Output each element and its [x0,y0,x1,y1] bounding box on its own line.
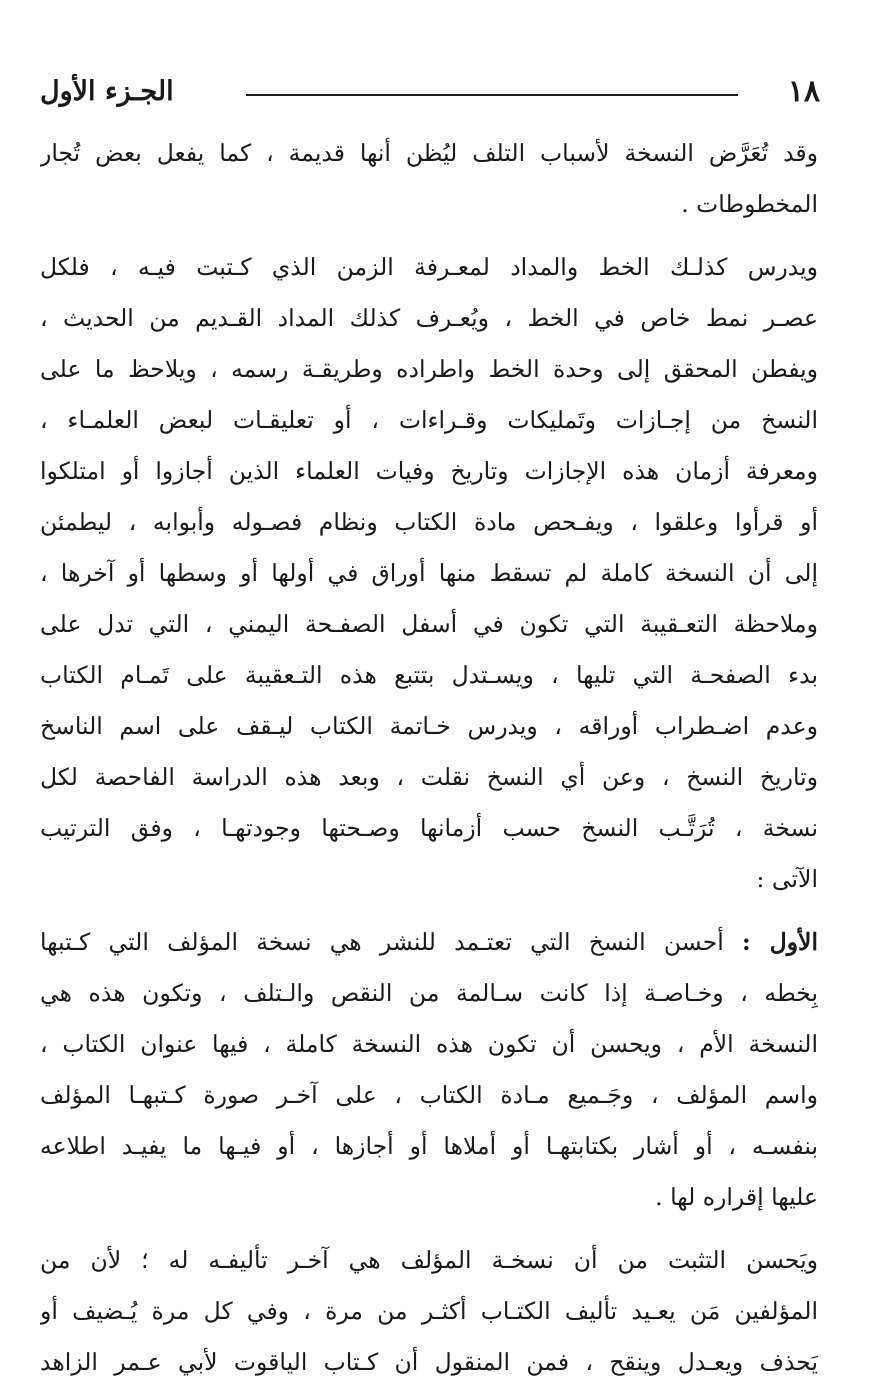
text-line: إلى أن النسخة كاملة لم تسقط منها أوراق في أولها أو وسطها أو آخرها ، [40,559,818,587]
text-line: يَحذف ويعـدل وينقح ، فمن المنقول أن كـتاب الياقوت لأبي عـمر الزاهد [40,1348,818,1376]
text-line: بِخطه ، وخـاصـة إذا كانت سـالمة من النقص والـتلف ، وتكون هذه هي [40,979,818,1007]
text-line: الآتى : [756,865,818,893]
text-line: عليها إقراره لها . [655,1183,818,1211]
text-line: ويدرس كذلـك الخط والمداد لمعـرفة الزمن الذي كـتبت فيـه ، فلكل [40,253,818,281]
text-line: وعدم اضـطراب أوراقه ، ويدرس خـاتمة الكتاب ليـقف على اسم الناسخ [40,712,818,740]
text-line: وقد تُعَرَّض النسخة لأسباب التلف ليُظن أنها قديمة ، كما يفعل بعض تُجار [40,139,818,167]
text-line: المؤلفين مَن يعـيد تأليف الكتـاب أكثـر من مرة ، وفي كل مرة يُـضيف أو [40,1297,818,1325]
text-line: بدء الصفحـة التي تليها ، ويسـتدل بتتبع هذه التـعقيبة على تَمـام الكتاب [40,661,818,689]
text-line: أو قرأوا وعلقوا ، ويفـحص مادة الكتاب ونظام فصـوله وأبوابه ، ليطمئن [40,508,818,536]
text-line: واسم المؤلف ، وجَـميع مـادة الكتاب ، على آخـر صورة كـتبهـا المؤلف [40,1081,818,1109]
running-title: الجـزء الأول [40,76,174,107]
text-line: بنفسـه ، أو أشار بكتابتهـا أو أملاها أو أجازها ، أو فيـها ما يفيـد اطلاعه [40,1132,818,1160]
text-line: النسخة الأم ، ويحسن أن تكون هذه النسخة كاملة ، فيها عنوان الكتاب ، [40,1030,818,1058]
text-line: نسخة ، تُرَتَّـب النسخ حسب أزمانها وصـحتها وجودتهـا ، وفق الترتيب [40,814,818,842]
paragraph-gap [40,1223,818,1235]
text-line-body: أحسن النسخ التي تعتـمد للنشر هي نسخة المؤلف التي كـتبها [40,928,724,956]
text-line: وتاريخ النسخ ، وعن أي النسخ نقلت ، وبعد هذه الدراسة الفاحصة لكل [40,763,818,791]
page-number: ١٨ [787,74,820,109]
text-line: المخطوطات . [681,190,818,218]
body-text [40,128,818,1388]
text-line: وملاحظة التعـقيبة التي تكون في أسفل الصفـحة اليمني ، التي تدل على [40,610,818,638]
text-line: ويَحسن التثبت من أن نسخـة المؤلف هي آخـر تأليفـه له ؛ لأن من [40,1246,818,1274]
text-line: عصـر نمط خاص في الخط ، ويُعـرف كذلك المداد القـديم من الحديث ، [40,304,818,332]
text-line: ويفطن المحقق إلى وحدة الخط واطراده وطريقـة رسمه ، ويلاحظ ما على [40,355,818,383]
paragraph-lead: الأول : [742,928,818,956]
text-line: ومعرفة أزمان هذه الإجازات وتاريخ وفيات العلماء الذين أجازوا أو امتلكوا [40,457,818,485]
paragraph-gap [40,905,818,917]
page-header [40,70,820,114]
text-line [40,917,818,968]
header-rule [246,94,738,96]
text-line: النسخ من إجـازات وتَمليكات وقـراءات ، أو تعليقـات لبعض العلمـاء ، [40,406,818,434]
paragraph-gap [40,230,818,242]
